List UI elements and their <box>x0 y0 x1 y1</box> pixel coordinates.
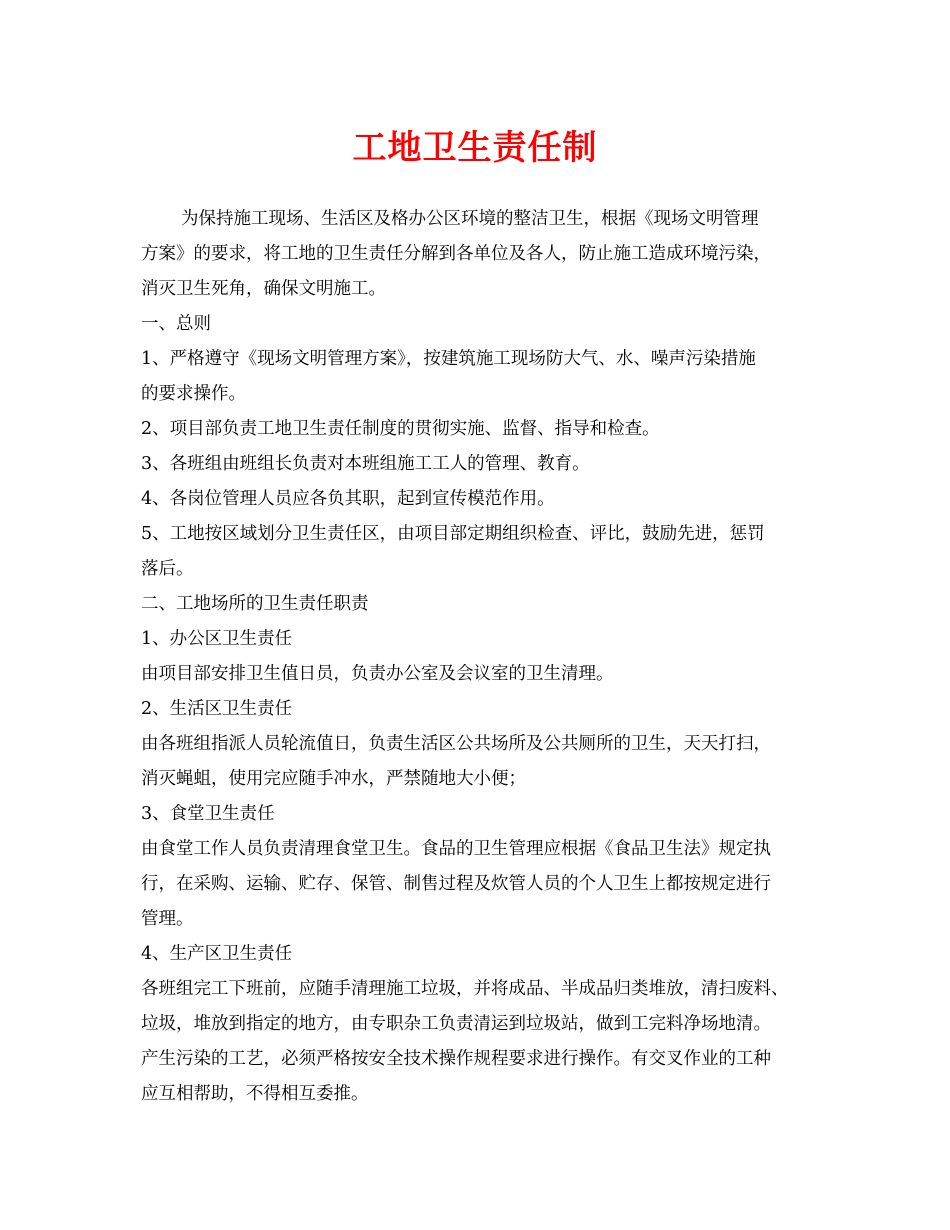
paragraph-line: 消灭卫生死角，确保文明施工。 <box>141 279 386 299</box>
subsection-heading: 3、食堂卫生责任 <box>141 804 275 824</box>
paragraph-line: 由食堂工作人员负责清理食堂卫生。食品的卫生管理应根据《食品卫生法》规定执 <box>141 839 771 859</box>
subsection-heading: 4、生产区卫生责任 <box>141 944 293 964</box>
paragraph-line: 4、各岗位管理人员应各负其职，起到宣传模范作用。 <box>141 489 555 509</box>
paragraph-line: 2、项目部负责工地卫生责任制度的贯彻实施、监督、指导和检查。 <box>141 419 660 439</box>
paragraph-line: 管理。 <box>141 909 194 929</box>
subsection-heading: 1、办公区卫生责任 <box>141 629 293 649</box>
paragraph-line: 为保持施工现场、生活区及格办公区环境的整洁卫生，根据《现场文明管理 <box>181 209 759 229</box>
paragraph-line: 落后。 <box>141 559 194 579</box>
paragraph-line: 3、各班组由班组长负责对本班组施工工人的管理、教育。 <box>141 454 590 474</box>
paragraph-line: 应互相帮助，不得相互委推。 <box>141 1084 369 1104</box>
paragraph-line: 各班组完工下班前，应随手清理施工垃圾，并将成品、半成品归类堆放，清扫废料、 <box>141 979 789 999</box>
paragraph-line: 的要求操作。 <box>141 384 246 404</box>
paragraph-line: 消灭蝇蛆，使用完应随手冲水，严禁随地大小便； <box>141 769 526 789</box>
paragraph-line: 由各班组指派人员轮流值日，负责生活区公共场所及公共厕所的卫生，天天打扫， <box>141 734 771 754</box>
paragraph-line: 方案》的要求，将工地的卫生责任分解到各单位及各人，防止施工造成环境污染， <box>141 244 771 264</box>
paragraph-line: 产生污染的工艺，必须严格按安全技术操作规程要求进行操作。有交叉作业的工种 <box>141 1049 771 1069</box>
section-heading: 二、工地场所的卫生责任职责 <box>141 594 369 614</box>
paragraph-line: 5、工地按区域划分卫生责任区，由项目部定期组织检查、评比，鼓励先进，惩罚 <box>141 524 765 544</box>
document-body <box>141 202 813 1112</box>
paragraph-line: 行，在采购、运输、贮存、保管、制售过程及炊管人员的个人卫生上都按规定进行 <box>141 874 771 894</box>
paragraph-line: 垃圾，堆放到指定的地方，由专职杂工负责清运到垃圾站，做到工完料净场地清。 <box>141 1014 771 1034</box>
document-title: 工地卫生责任制 <box>352 128 598 168</box>
subsection-heading: 2、生活区卫生责任 <box>141 699 293 719</box>
paragraph-line: 1、严格遵守《现场文明管理方案》，按建筑施工现场防大气、水、噪声污染措施 <box>141 349 756 369</box>
section-heading: 一、总则 <box>141 314 211 334</box>
paragraph-line: 由项目部安排卫生值日员，负责办公室及会议室的卫生清理。 <box>141 664 614 684</box>
